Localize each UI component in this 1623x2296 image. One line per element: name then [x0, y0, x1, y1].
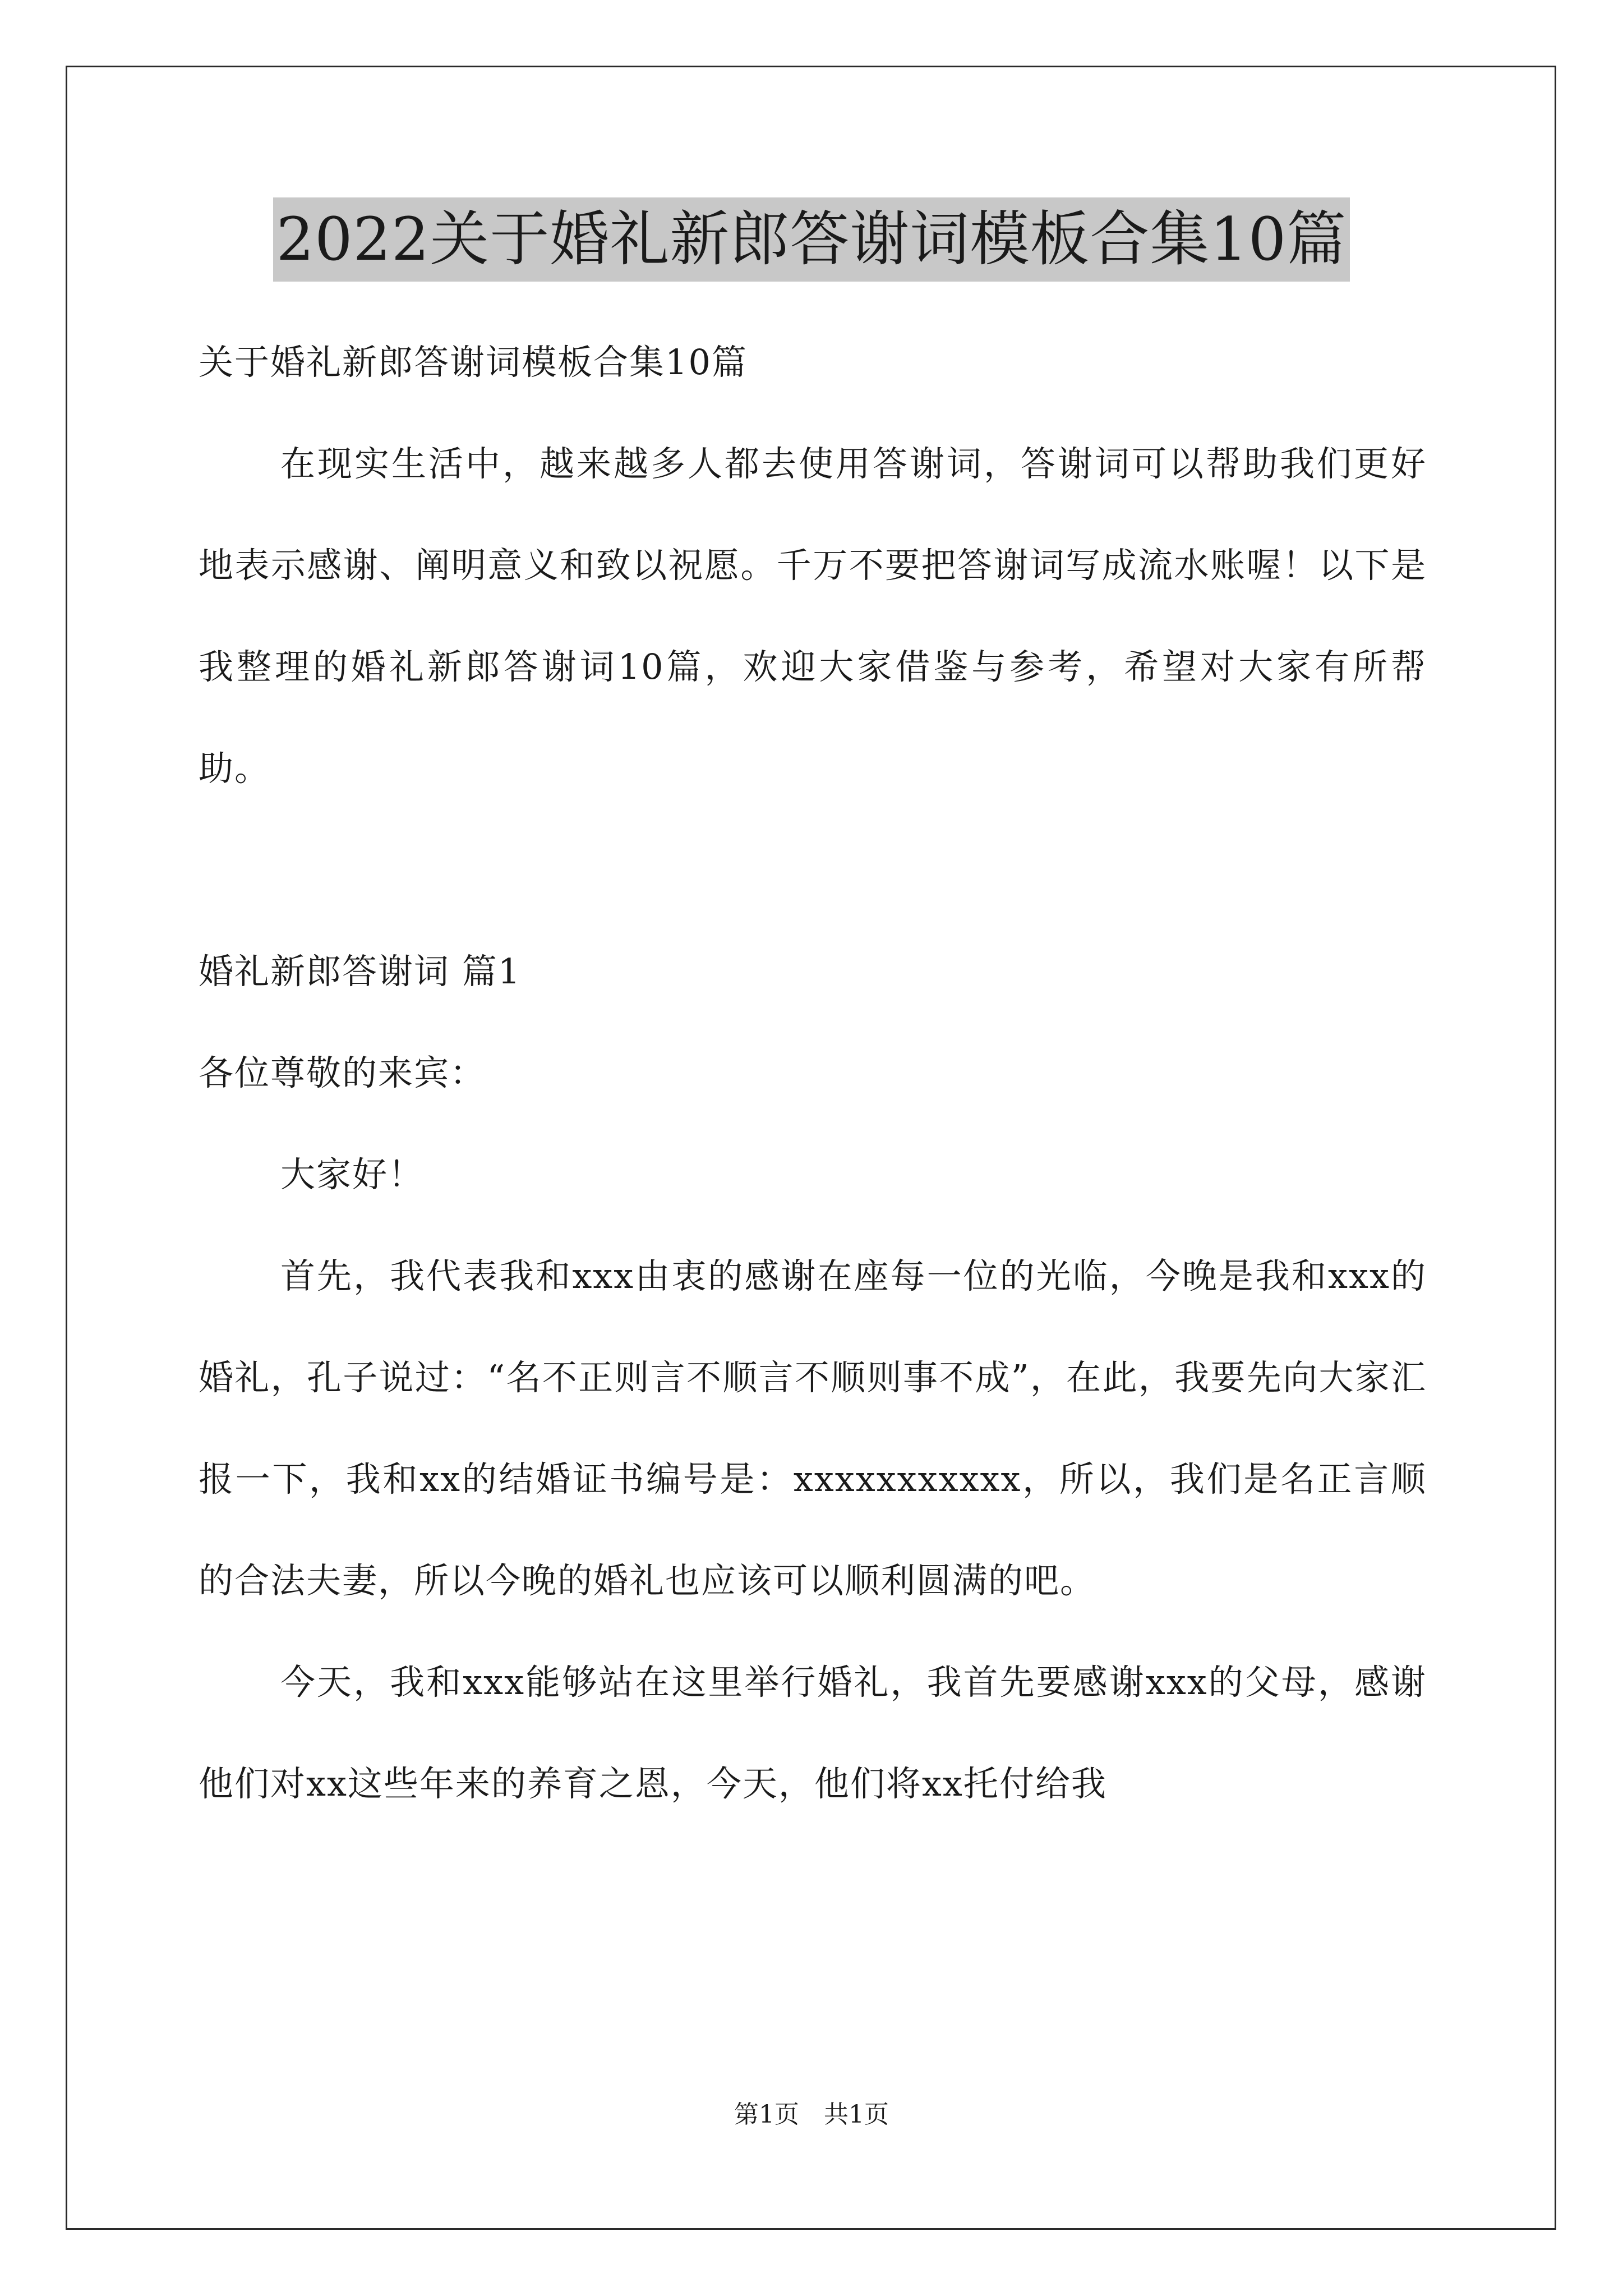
section-spacer	[199, 819, 1427, 921]
greeting: 大家好！	[280, 1154, 425, 1195]
document-body	[199, 311, 1427, 1834]
page-number: 第1页	[734, 2100, 799, 2129]
page-footer	[0, 2098, 1623, 2132]
body-paragraph: 今天，我和xxx能够站在这里举行婚礼，我首先要感谢xxx的父母，感谢他们对xx这些年来的养育之恩，今天，他们将xx托付给我	[199, 1662, 1427, 1804]
section-heading: 婚礼新郎答谢词 篇1	[199, 951, 522, 992]
salutation: 各位尊敬的来宾：	[199, 1052, 486, 1093]
body-paragraph: 首先，我代表我和xxx由衷的感谢在座每一位的光临，今晚是我和xxx的婚礼，孔子说过：“名不正则言不顺言不顺则事不成”，在此，我要先向大家汇报一下，我和xx的结婚证书编号是：xxxxxxxxxxx，所以，我们是名正言顺的合法夫妻，所以今晚的婚礼也应该可以顺利圆满的吧。	[199, 1255, 1427, 1601]
document-title-text: 2022关于婚礼新郎答谢词模板合集10篇	[273, 197, 1350, 282]
document-title	[0, 197, 1623, 282]
page-total: 共1页	[824, 2100, 889, 2129]
subtitle: 关于婚礼新郎答谢词模板合集10篇	[199, 342, 748, 383]
intro-paragraph: 在现实生活中，越来越多人都去使用答谢词，答谢词可以帮助我们更好地表示感谢、阐明意义和致以祝愿。千万不要把答谢词写成流水账喔！以下是我整理的婚礼新郎答谢词10篇，欢迎大家借鉴与参考，希望对大家有所帮助。	[199, 443, 1427, 789]
